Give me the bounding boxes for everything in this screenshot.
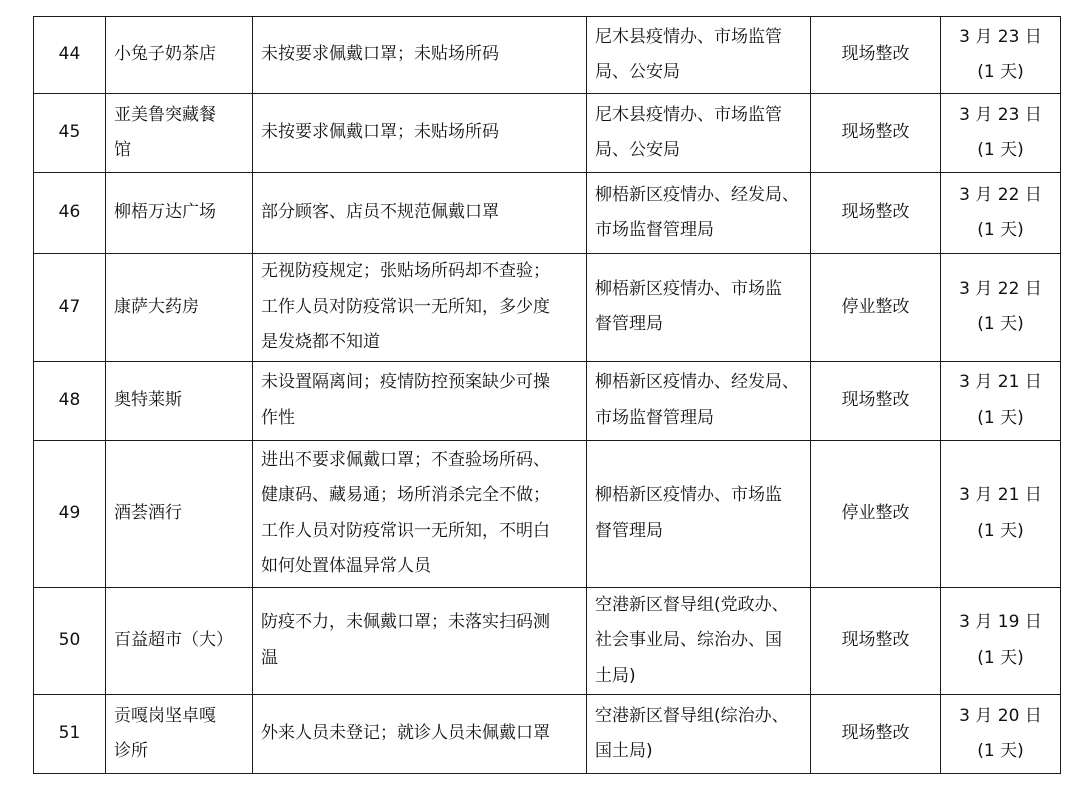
row-number-cell: 46 bbox=[34, 173, 106, 254]
violation-issue-line: 作性 bbox=[261, 407, 295, 428]
violation-issue-line: 未按要求佩戴口罩；未贴场所码 bbox=[261, 44, 499, 65]
inspecting-department-line: 社会事业局、综治办、国 bbox=[595, 630, 782, 650]
inspecting-department-line: 空港新区督导组(综治办、 bbox=[595, 705, 789, 726]
inspecting-department-cell bbox=[587, 254, 811, 362]
inspection-date-line: 3 月 20 日 bbox=[959, 705, 1042, 726]
violation-issue-line: 如何处置体温异常人员 bbox=[261, 556, 431, 576]
rectification-measure-cell: 现场整改 bbox=[811, 173, 941, 254]
violation-issue-cell bbox=[253, 254, 587, 362]
venue-name-line: 百益超市（大） bbox=[114, 630, 233, 650]
table-row bbox=[34, 173, 1061, 254]
inspecting-department-line: 柳梧新区疫情办、经发局、 bbox=[595, 184, 799, 205]
inspection-date-line: (1 天) bbox=[977, 314, 1024, 335]
inspection-date-cell bbox=[941, 440, 1061, 587]
violation-issue-cell bbox=[253, 173, 587, 254]
inspection-date-line: 3 月 23 日 bbox=[959, 104, 1042, 125]
inspection-date-line: (1 天) bbox=[977, 62, 1024, 82]
inspecting-department-line: 国土局) bbox=[595, 741, 653, 761]
inspecting-department-line: 督管理局 bbox=[595, 314, 663, 335]
venue-name-line: 小兔子奶茶店 bbox=[114, 44, 216, 65]
venue-name-line: 康萨大药房 bbox=[114, 296, 199, 317]
inspecting-department-line: 柳梧新区疫情办、市场监 bbox=[595, 278, 782, 299]
inspection-date-cell bbox=[941, 254, 1061, 362]
inspecting-department-line: 空港新区督导组(党政办、 bbox=[595, 594, 789, 615]
row-number-cell: 51 bbox=[34, 695, 106, 774]
venue-name-cell bbox=[106, 361, 253, 440]
inspection-date-line: 3 月 21 日 bbox=[959, 372, 1042, 392]
table-row bbox=[34, 695, 1061, 774]
inspection-date-cell bbox=[941, 587, 1061, 695]
row-number-cell: 50 bbox=[34, 587, 106, 695]
inspecting-department-cell bbox=[587, 17, 811, 94]
violation-issue-line: 温 bbox=[261, 647, 278, 668]
inspection-date-cell bbox=[941, 173, 1061, 254]
violation-issue-cell bbox=[253, 94, 587, 173]
violation-issue-cell bbox=[253, 587, 587, 695]
venue-name-line: 亚美鲁突藏餐 bbox=[114, 104, 216, 125]
venue-name-cell bbox=[106, 587, 253, 695]
venue-name-line: 柳梧万达广场 bbox=[114, 202, 216, 223]
inspection-date-line: (1 天) bbox=[977, 741, 1024, 761]
violation-issue-line: 是发烧都不知道 bbox=[261, 332, 380, 352]
venue-name-cell bbox=[106, 695, 253, 774]
violation-issue-line: 健康码、藏易通；场所消杀完全不做； bbox=[261, 485, 550, 505]
table-row bbox=[34, 361, 1061, 440]
violation-issue-cell bbox=[253, 17, 587, 94]
inspecting-department-line: 市场监督管理局 bbox=[595, 407, 714, 428]
inspection-table bbox=[33, 16, 1061, 774]
rectification-measure-cell: 现场整改 bbox=[811, 17, 941, 94]
rectification-measure-cell: 现场整改 bbox=[811, 94, 941, 173]
rectification-measure-cell: 现场整改 bbox=[811, 587, 941, 695]
inspecting-department-line: 土局) bbox=[595, 665, 636, 686]
row-number-cell: 47 bbox=[34, 254, 106, 362]
inspecting-department-cell bbox=[587, 440, 811, 587]
table-row bbox=[34, 94, 1061, 173]
violation-issue-line: 防疫不力，未佩戴口罩；未落实扫码测 bbox=[261, 612, 550, 633]
inspection-date-line: 3 月 21 日 bbox=[959, 485, 1042, 505]
inspecting-department-line: 尼木县疫情办、市场监管 bbox=[595, 26, 782, 47]
inspection-date-line: 3 月 22 日 bbox=[959, 184, 1042, 205]
rectification-measure-cell: 现场整改 bbox=[811, 361, 941, 440]
inspecting-department-line: 督管理局 bbox=[595, 520, 663, 541]
row-number-cell: 45 bbox=[34, 94, 106, 173]
violation-issue-cell bbox=[253, 440, 587, 587]
inspection-date-line: (1 天) bbox=[977, 407, 1024, 428]
venue-name-line: 奥特莱斯 bbox=[114, 389, 182, 410]
venue-name-cell bbox=[106, 94, 253, 173]
inspecting-department-line: 柳梧新区疫情办、市场监 bbox=[595, 485, 782, 505]
table-row bbox=[34, 440, 1061, 587]
table-row bbox=[34, 587, 1061, 695]
violation-issue-line: 工作人员对防疫常识一无所知，不明白 bbox=[261, 520, 550, 541]
inspection-date-line: 3 月 22 日 bbox=[959, 278, 1042, 299]
inspection-date-cell bbox=[941, 17, 1061, 94]
venue-name-line: 馆 bbox=[114, 140, 131, 160]
inspecting-department-line: 市场监督管理局 bbox=[595, 220, 714, 240]
table-row bbox=[34, 17, 1061, 94]
rectification-measure-cell: 停业整改 bbox=[811, 440, 941, 587]
inspection-date-line: (1 天) bbox=[977, 140, 1024, 160]
venue-name-cell bbox=[106, 173, 253, 254]
violation-issue-line: 无视防疫规定；张贴场所码却不查验； bbox=[261, 261, 550, 281]
rectification-measure-cell: 现场整改 bbox=[811, 695, 941, 774]
violation-issue-line: 未按要求佩戴口罩；未贴场所码 bbox=[261, 122, 499, 143]
inspecting-department-line: 局、公安局 bbox=[595, 62, 680, 82]
table-row bbox=[34, 254, 1061, 362]
table-body bbox=[34, 17, 1061, 774]
row-number-cell: 49 bbox=[34, 440, 106, 587]
inspection-date-cell bbox=[941, 695, 1061, 774]
inspection-date-line: (1 天) bbox=[977, 520, 1024, 541]
inspecting-department-cell bbox=[587, 94, 811, 173]
violation-issue-cell bbox=[253, 695, 587, 774]
violation-issue-line: 进出不要求佩戴口罩；不查验场所码、 bbox=[261, 449, 550, 470]
inspection-date-line: (1 天) bbox=[977, 647, 1024, 668]
venue-name-line: 诊所 bbox=[114, 741, 148, 761]
inspection-date-cell bbox=[941, 361, 1061, 440]
inspection-date-line: 3 月 19 日 bbox=[959, 612, 1042, 633]
venue-name-cell bbox=[106, 254, 253, 362]
inspection-date-line: 3 月 23 日 bbox=[959, 26, 1042, 47]
rectification-measure-cell: 停业整改 bbox=[811, 254, 941, 362]
venue-name-line: 贡嘎岗坚卓嘎 bbox=[114, 705, 216, 726]
inspecting-department-cell bbox=[587, 695, 811, 774]
violation-issue-line: 外来人员未登记；就诊人员未佩戴口罩 bbox=[261, 723, 550, 744]
violation-issue-line: 部分顾客、店员不规范佩戴口罩 bbox=[261, 202, 499, 223]
inspecting-department-line: 柳梧新区疫情办、经发局、 bbox=[595, 372, 799, 392]
inspection-date-line: (1 天) bbox=[977, 220, 1024, 240]
venue-name-cell bbox=[106, 17, 253, 94]
row-number-cell: 44 bbox=[34, 17, 106, 94]
inspecting-department-cell bbox=[587, 587, 811, 695]
row-number-cell: 48 bbox=[34, 361, 106, 440]
inspecting-department-cell bbox=[587, 173, 811, 254]
inspecting-department-line: 尼木县疫情办、市场监管 bbox=[595, 104, 782, 125]
violation-issue-cell bbox=[253, 361, 587, 440]
inspection-date-cell bbox=[941, 94, 1061, 173]
violation-issue-line: 工作人员对防疫常识一无所知，多少度 bbox=[261, 296, 550, 317]
venue-name-line: 酒荟酒行 bbox=[114, 502, 182, 523]
inspecting-department-line: 局、公安局 bbox=[595, 140, 680, 160]
inspecting-department-cell bbox=[587, 361, 811, 440]
violation-issue-line: 未设置隔离间；疫情防控预案缺少可操 bbox=[261, 372, 550, 392]
venue-name-cell bbox=[106, 440, 253, 587]
